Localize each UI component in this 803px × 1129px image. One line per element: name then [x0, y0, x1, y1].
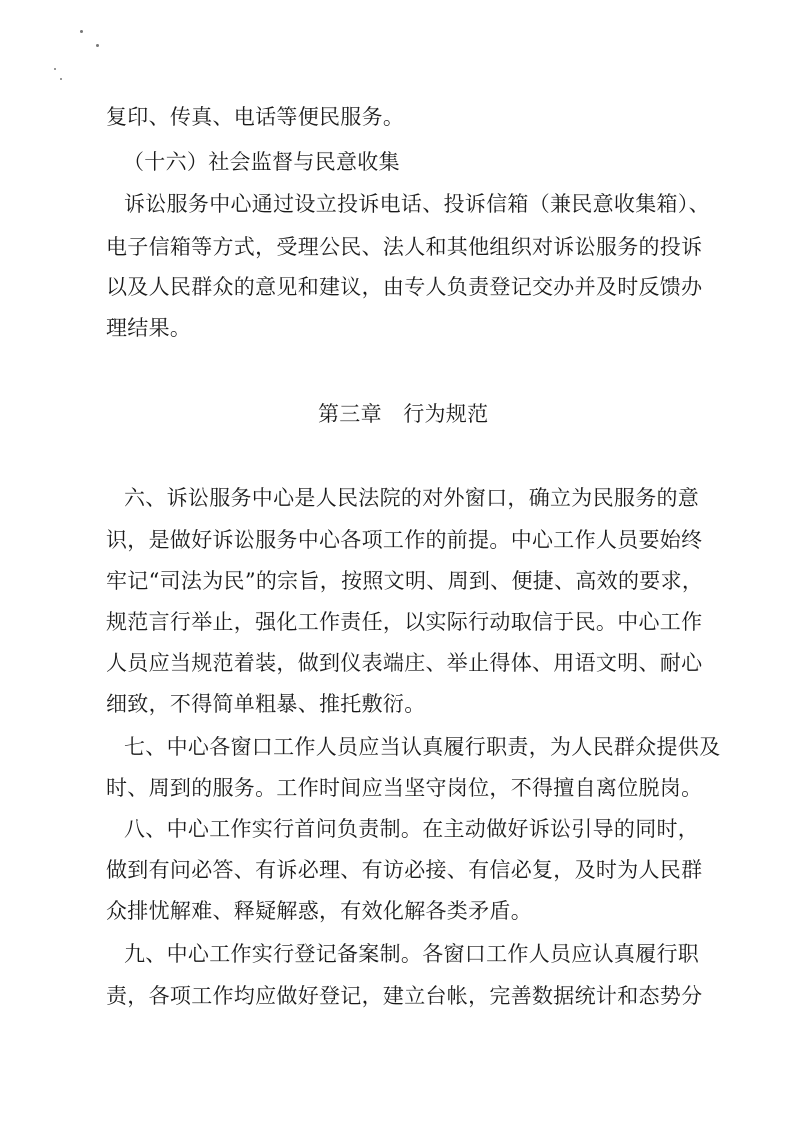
scan-speck: [96, 44, 99, 47]
paragraph-line: 复印、传真、电话等便民服务。: [106, 105, 405, 129]
section-heading: （十六）社会监督与民意收集: [123, 150, 400, 174]
paragraph-line: 电子信箱等方式，受理公民、法人和其他组织对诉讼服务的投诉: [106, 235, 703, 259]
paragraph-line: 八、中心工作实行首问负责制。在主动做好诉讼引导的同时，: [124, 817, 700, 841]
paragraph-line: 细致，不得简单粗暴、推托敷衍。: [106, 692, 426, 716]
scan-speck: [80, 30, 83, 33]
paragraph-line: 做到有问必答、有诉必理、有访必接、有信必复，及时为人民群: [106, 858, 703, 882]
scan-speck: [54, 68, 56, 70]
paragraph-line: 规范言行举止，强化工作责任，以实际行动取信于民。中心工作: [106, 610, 703, 634]
paragraph-line: 理结果。: [106, 316, 192, 340]
paragraph-line: 诉讼服务中心通过设立投诉电话、投诉信箱（兼民意收集箱）、: [124, 192, 710, 216]
paragraph-line: 责，各项工作均应做好登记，建立台帐，完善数据统计和态势分: [106, 984, 703, 1008]
scan-speck: [60, 78, 62, 80]
paragraph-line: 众排忧解难、释疑解惑，有效化解各类矛盾。: [106, 899, 532, 923]
paragraph-line: 时、周到的服务。工作时间应当坚守岗位，不得擅自离位脱岗。: [106, 776, 703, 800]
paragraph-line: 牢记“司法为民”的宗旨，按照文明、周到、便捷、高效的要求，: [106, 569, 704, 593]
chapter-title: 第三章 行为规范: [318, 402, 489, 426]
paragraph-line: 七、中心各窗口工作人员应当认真履行职责，为人民群众提供及: [124, 735, 721, 759]
paragraph-line: 九、中心工作实行登记备案制。各窗口工作人员应认真履行职: [124, 942, 700, 966]
paragraph-line: 人员应当规范着装，做到仪表端庄、举止得体、用语文明、耐心: [106, 651, 703, 675]
paragraph-line: 六、诉讼服务中心是人民法院的对外窗口，确立为民服务的意: [124, 486, 700, 510]
paragraph-line: 以及人民群众的意见和建议，由专人负责登记交办并及时反馈办: [106, 275, 703, 299]
paragraph-line: 识，是做好诉讼服务中心各项工作的前提。中心工作人员要始终: [106, 528, 703, 552]
